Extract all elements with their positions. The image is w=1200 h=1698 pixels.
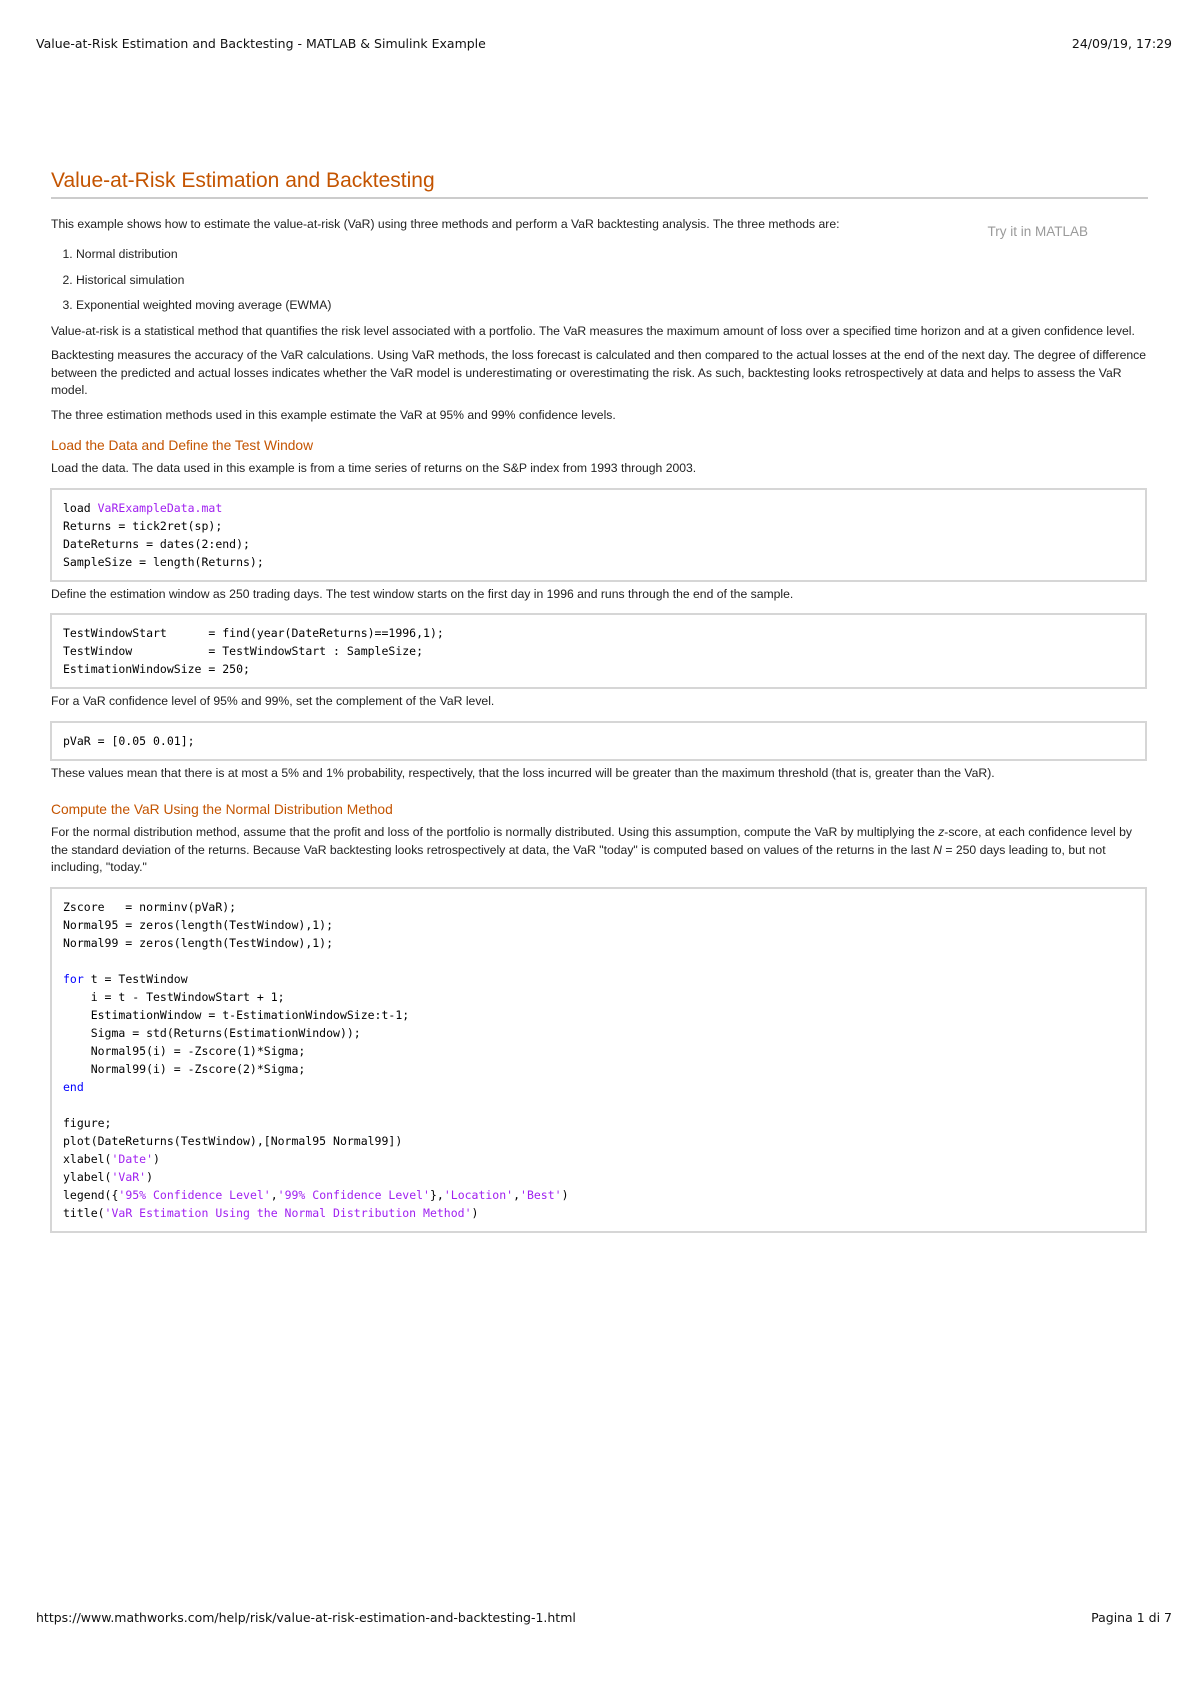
print-header-datetime: 24/09/19, 17:29 [1071, 36, 1172, 51]
code-string: 'Best' [520, 1187, 562, 1202]
confidence-levels-paragraph: The three estimation methods used in this example estimate the VaR at 95% and 99% confidence levels. [51, 407, 616, 422]
code-block-pvar[interactable]: pVaR = [0.05 0.01]; [50, 721, 1147, 761]
code-block-load[interactable] [50, 488, 1147, 582]
load-data-paragraph: Load the data. The data used in this example is from a time series of returns on the S&P index from 1993 through 2003. [51, 461, 697, 475]
try-in-matlab-link[interactable]: Try it in MATLAB [987, 224, 1088, 239]
print-header-title: Value-at-Risk Estimation and Backtesting - MATLAB & Simulink Example [36, 36, 486, 51]
intro-paragraph: This example shows how to estimate the value-at-risk (VaR) using three methods and perform a VaR backtesting analysis. The three methods are: [51, 217, 840, 231]
code-string: '99% Confidence Level' [277, 1187, 430, 1202]
list-item: 2. Historical simulation [76, 272, 1148, 290]
code-string: 'VaR' [111, 1169, 147, 1184]
code-string: '95% Confidence Level' [118, 1187, 271, 1202]
print-header [36, 36, 1172, 51]
code-string: VaRExampleData.mat [97, 500, 223, 515]
code-block-window[interactable]: TestWindowStart = find(year(DateReturns)==1996,1); TestWindow = TestWindowStart : SampleSize; EstimationWindowSize = 250; [50, 613, 1147, 689]
code-block-normal[interactable]: Zscore = norminv(pVaR); Normal95 = zeros(length(TestWindow),1); Normal99 = zeros(length(TestWindow),1); for t = TestWindow i = t - TestWindowStart + 1; EstimationWindow = t-EstimationWindowSize:t-1; Sigma = std(Returns(EstimationWindow)); Normal95(i) = -Zscore(1)*Sigma; Normal99(i) = -Zscore(2)*Sigma; end figure; plot(DateReturns(TestWindow),[Normal95 Normal99]) xlabel('Date') ylabel('VaR') legend({'95% Confidence Level','99% Confidence Level'},'Location','Best') title('VaR Estimation Using the Normal Distribution Method') [50, 887, 1147, 1233]
estimation-window-paragraph: Define the estimation window as 250 trading days. The test window starts on the first day in 1996 and runs through the end of the sample. [51, 586, 794, 601]
section-heading-load-data: Load the Data and Define the Test Window [51, 438, 314, 453]
code-keyword: for [63, 971, 84, 986]
code-string: 'Date' [111, 1151, 154, 1166]
print-footer [36, 1610, 1172, 1625]
list-item: 1. Normal distribution [76, 246, 1148, 264]
normal-method-paragraph: For the normal distribution method, assume that the profit and loss of the portfolio is normally distributed. Using this assumption, compute the VaR by multiplying the z-score, at each confidence level by the standard deviation of the returns. Because VaR backtesting looks retrospectively at data, the VaR "today" is computed based on values of the returns in the last N = 250 days leading to, but not including, "today." [51, 825, 1132, 874]
article [51, 169, 1148, 1237]
code-text: Returns = tick2ret(sp); DateReturns = dates(2:end); SampleSize = length(Returns); [63, 518, 264, 569]
pvar-paragraph: For a VaR confidence level of 95% and 99%, set the complement of the VaR level. [51, 694, 495, 708]
list-item: 3. Exponential weighted moving average (EWMA) [76, 297, 1148, 315]
page-title: Value-at-Risk Estimation and Backtesting [51, 169, 1148, 199]
code-string: 'Location' [443, 1187, 514, 1202]
code-string: 'VaR Estimation Using the Normal Distribution Method' [104, 1205, 472, 1220]
methods-list [51, 246, 1148, 315]
var-definition-paragraph: Value-at-risk is a statistical method that quantifies the risk level associated with a portfolio. The VaR measures the maximum amount of loss over a specified time horizon and at a given confidence level. [51, 323, 1135, 338]
backtesting-paragraph: Backtesting measures the accuracy of the VaR calculations. Using VaR methods, the loss forecast is calculated and then compared to the actual losses at the end of the next day. The degree of difference between the predicted and actual losses indicates whether the VaR model is underestimating or overestimating the risk. As such, backtesting looks retrospectively at data and helps to assess the VaR model. [51, 348, 1147, 397]
section-heading-normal-distribution: Compute the VaR Using the Normal Distribution Method [51, 802, 393, 817]
code-keyword: end [63, 1079, 84, 1094]
print-footer-page: Pagina 1 di 7 [1091, 1610, 1172, 1625]
intro-row [51, 216, 1148, 239]
code-text: load [63, 500, 98, 515]
probability-paragraph: These values mean that there is at most a 5% and 1% probability, respectively, that the loss incurred will be greater than the maximum threshold (that is, greater than the VaR). [51, 765, 995, 780]
print-footer-url: https://www.mathworks.com/help/risk/value-at-risk-estimation-and-backtesting-1.html [36, 1610, 576, 1625]
